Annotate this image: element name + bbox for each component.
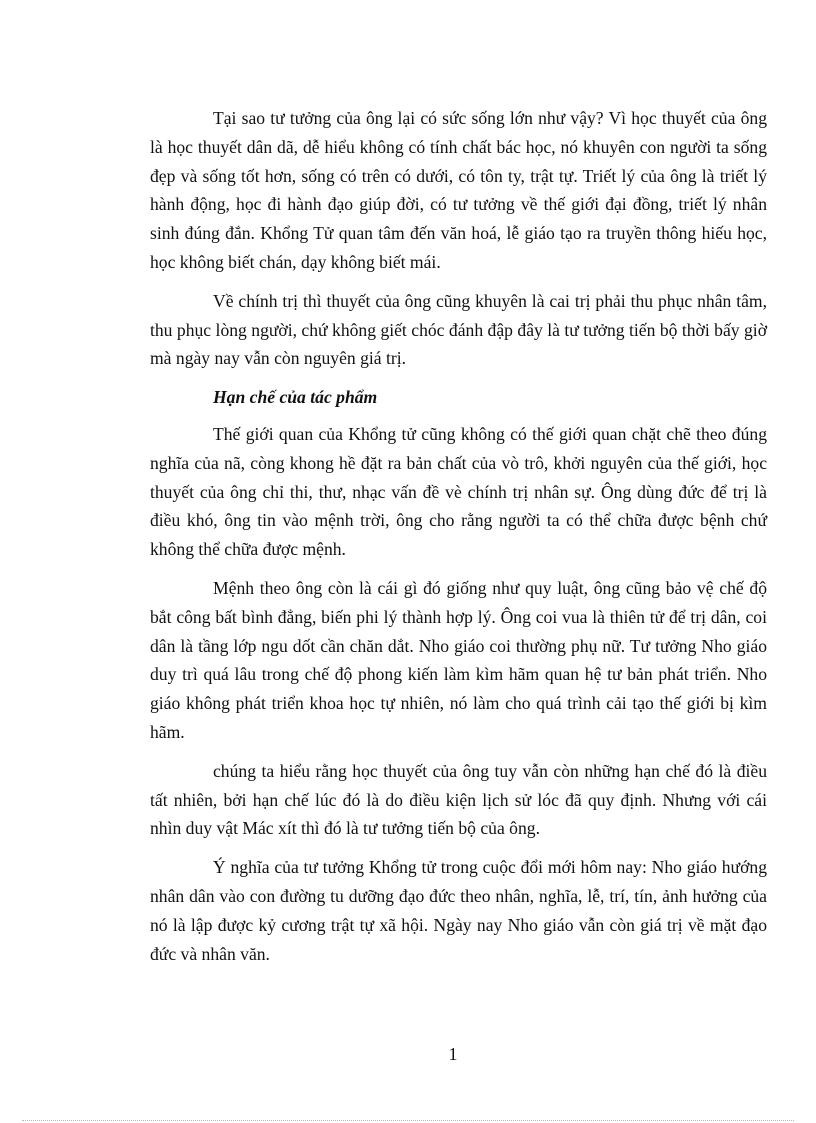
page-bottom-divider	[22, 1120, 794, 1121]
page-number: 1	[448, 1044, 458, 1064]
page-body	[150, 104, 767, 978]
section-heading: Hạn chế của tác phẩm	[213, 387, 378, 408]
paragraph-1: Tại sao tư tưởng của ông lại có sức sống lớn như vậy? Vì học thuyết của ông là học thuyết dân dã, dễ hiểu không có tính chất bác học, nó khuyên con người ta sống đẹp và sống tốt hơn, sống có trên có dưới, có tôn ty, trật tự. Triết lý của ông là triết lý hành động, học đi hành đạo giúp đời, có tư tưởng về thế giới đại đồng, triết lý nhân sinh đúng đắn. Khổng Tử quan tâm đến văn hoá, lễ giáo tạo ra truyền thông hiếu học, học không biết chán, dạy không biết mái.	[150, 108, 767, 272]
paragraph-6: Ý nghĩa của tư tưởng Khổng tử trong cuộc đổi mới hôm nay: Nho giáo hướng nhân dân vào con đường tu dưỡng đạo đức theo nhân, nghĩa, lễ, trí, tín, ảnh hưởng của nó là lập được kỷ cương trật tự xã hội. Ngày nay Nho giáo vẫn còn giá trị về mặt đạo đức và nhân văn.	[150, 857, 767, 964]
paragraph-2: Về chính trị thì thuyết của ông cũng khuyên là cai trị phải thu phục nhân tâm, thu phục lòng người, chứ không giết chóc đánh đập đây là tư tưởng tiến bộ thời bấy giờ mà ngày nay vẫn còn nguyên giá trị.	[150, 290, 767, 369]
paragraph-4: Mệnh theo ông còn là cái gì đó giống như quy luật, ông cũng bảo vệ chế độ bắt công bất bình đẳng, biến phi lý thành hợp lý. Ông coi vua là thiên tử để trị dân, coi dân là tầng lớp ngu dốt cần chăn dắt. Nho giáo coi thường phụ nữ. Tư tưởng Nho giáo duy trì quá lâu trong chế độ phong kiến làm kìm hãm quan hệ tư bản phát triển. Nho giáo không phát triển khoa học tự nhiên, nó làm cho quá trình cải tạo thế giới bị kìm hãm.	[150, 577, 767, 742]
paragraph-3: Thế giới quan của Khổng tử cũng không có thế giới quan chặt chẽ theo đúng nghĩa của nã, còng khong hề đặt ra bản chất của vò trô, khởi nguyên của thế giới, học thuyết của ông chỉ thi, thư, nhạc vấn đề vè chính trị nhân sự. Ông dùng đức để trị là điều khó, ông tin vào mệnh trời, ông cho rằng người ta có thể chữa được bệnh chứ không thể chữa được mệnh.	[150, 423, 767, 560]
paragraph-5: chúng ta hiểu rằng học thuyết của ông tuy vẫn còn những hạn chế đó là điều tất nhiên, bởi hạn chế lúc đó là do điều kiện lịch sử lóc đã quy định. Nhưng với cái nhìn duy vật Mác xít thì đó là tư tưởng tiến bộ của ông.	[150, 760, 767, 839]
